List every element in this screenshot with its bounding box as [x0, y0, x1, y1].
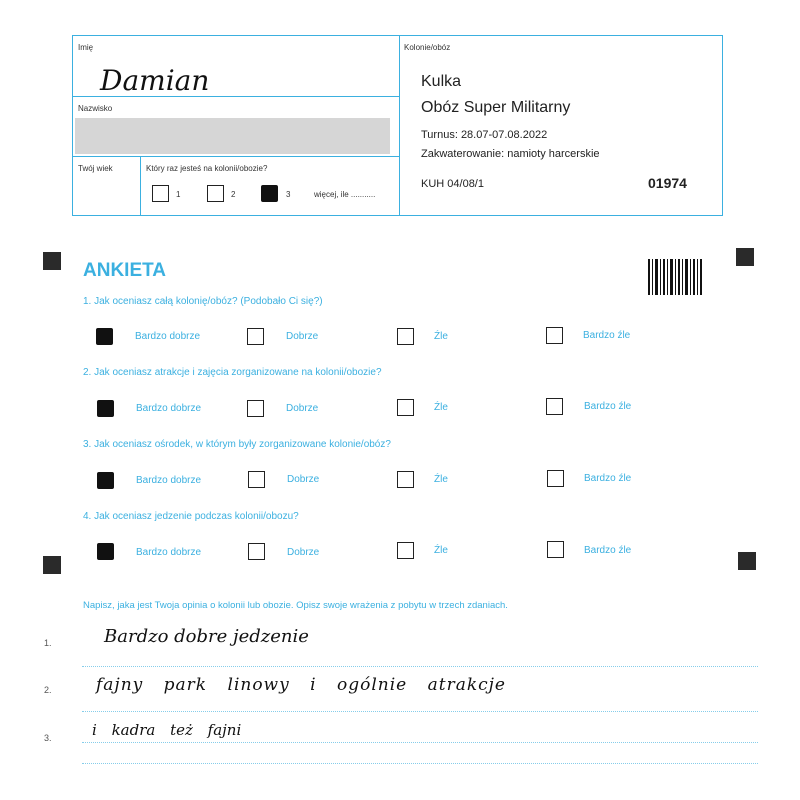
- question-4-text: 4. Jak oceniasz jedzenie podczas kolonii/obozu?: [83, 511, 299, 522]
- opinion-prompt: Napisz, jaka jest Twoja opinia o kolonii lub obozie. Opisz swoje wrażenia z pobytu w trzech zdaniach.: [83, 600, 508, 611]
- opinion-dotted-line-1: [82, 666, 758, 667]
- q1-bardzo-zle-label: Bardzo źle: [583, 330, 631, 341]
- q3-bardzo-dobrze-checkbox[interactable]: [97, 472, 114, 489]
- wiek-label: Twój wiek: [78, 164, 113, 173]
- kolonie-name: Kulka: [421, 73, 462, 90]
- survey-title: ANKIETA: [83, 260, 167, 281]
- raz-3-label: 3: [286, 190, 291, 199]
- line-number-3: 3.: [44, 733, 52, 743]
- line-number-1: 1.: [44, 638, 52, 648]
- q2-dobrze-checkbox[interactable]: [247, 400, 264, 417]
- raz-3-checkbox[interactable]: [261, 185, 278, 202]
- q4-bardzo-dobrze-label: Bardzo dobrze: [136, 547, 202, 558]
- question-2-text: 2. Jak oceniasz atrakcje i zajęcia zorganizowane na kolonii/obozie?: [83, 367, 382, 378]
- q3-bardzo-zle-checkbox[interactable]: [547, 470, 564, 487]
- form-number: 01974: [648, 175, 687, 191]
- q3-zle-label: Źle: [434, 474, 448, 485]
- opinion-dotted-line-4: [82, 763, 758, 764]
- opinion-line-3[interactable]: i kadra też fajni: [92, 721, 242, 739]
- q3-bardzo-zle-label: Bardzo źle: [584, 473, 632, 484]
- opinion-dotted-line-2: [82, 711, 758, 712]
- q4-dobrze-label: Dobrze: [287, 547, 320, 558]
- q2-zle-checkbox[interactable]: [397, 399, 414, 416]
- barcode-icon: [648, 259, 702, 295]
- raz-1-label: 1: [176, 190, 181, 199]
- q2-dobrze-label: Dobrze: [286, 403, 319, 414]
- raz-2-label: 2: [231, 190, 236, 199]
- q4-zle-checkbox[interactable]: [397, 542, 414, 559]
- q1-bardzo-zle-checkbox[interactable]: [546, 327, 563, 344]
- q4-dobrze-checkbox[interactable]: [248, 543, 265, 560]
- q1-dobrze-checkbox[interactable]: [247, 328, 264, 345]
- zakwaterowanie-text: Zakwaterowanie: namioty harcerskie: [421, 148, 600, 160]
- q2-bardzo-dobrze-label: Bardzo dobrze: [136, 403, 202, 414]
- opinion-dotted-line-3: [82, 742, 758, 743]
- q1-dobrze-label: Dobrze: [286, 331, 319, 342]
- q4-zle-label: Źle: [434, 545, 448, 556]
- opinion-line-2[interactable]: fajny park linowy i ogólnie atrakcje: [96, 675, 506, 695]
- raz-2-checkbox[interactable]: [207, 185, 224, 202]
- raz-wiecej-label: więcej, ile ...........: [314, 190, 376, 199]
- alignment-marker-mid-right: [738, 552, 756, 570]
- q1-bardzo-dobrze-checkbox[interactable]: [96, 328, 113, 345]
- q3-dobrze-label: Dobrze: [287, 474, 320, 485]
- line-number-2: 2.: [44, 685, 52, 695]
- alignment-marker-top-right: [736, 248, 754, 266]
- q1-bardzo-dobrze-label: Bardzo dobrze: [135, 331, 201, 342]
- q2-bardzo-zle-checkbox[interactable]: [546, 398, 563, 415]
- imie-label: Imię: [78, 43, 94, 52]
- q2-zle-label: Źle: [434, 402, 448, 413]
- oboz-name: Obóz Super Militarny: [421, 99, 571, 116]
- q2-bardzo-zle-label: Bardzo źle: [584, 401, 632, 412]
- question-3-text: 3. Jak oceniasz ośrodek, w którym były zorganizowane kolonie/obóz?: [83, 439, 391, 450]
- nazwisko-label: Nazwisko: [78, 104, 113, 113]
- q1-zle-label: Źle: [434, 331, 448, 342]
- q4-bardzo-zle-label: Bardzo źle: [584, 545, 632, 556]
- ktory-raz-label: Który raz jesteś na kolonii/obozie?: [146, 164, 268, 173]
- divider-nazwisko: [73, 156, 399, 157]
- kuh-code: KUH 04/08/1: [421, 178, 484, 190]
- q2-bardzo-dobrze-checkbox[interactable]: [97, 400, 114, 417]
- raz-1-checkbox[interactable]: [152, 185, 169, 202]
- kolonie-label: Kolonie/obóz: [404, 43, 451, 52]
- q3-dobrze-checkbox[interactable]: [248, 471, 265, 488]
- divider-wiek: [140, 156, 141, 215]
- turnus-text: Turnus: 28.07-07.08.2022: [421, 129, 548, 141]
- alignment-marker-top-left: [43, 252, 61, 270]
- question-1-text: 1. Jak oceniasz całą kolonię/obóz? (Podobało Ci się?): [83, 296, 323, 307]
- opinion-line-1[interactable]: Bardzo dobre jedzenie: [104, 626, 309, 647]
- nazwisko-redacted: [75, 118, 390, 154]
- q4-bardzo-zle-checkbox[interactable]: [547, 541, 564, 558]
- q3-zle-checkbox[interactable]: [397, 471, 414, 488]
- q4-bardzo-dobrze-checkbox[interactable]: [97, 543, 114, 560]
- q3-bardzo-dobrze-label: Bardzo dobrze: [136, 475, 202, 486]
- imie-value[interactable]: Damian: [100, 64, 210, 97]
- q1-zle-checkbox[interactable]: [397, 328, 414, 345]
- alignment-marker-mid-left: [43, 556, 61, 574]
